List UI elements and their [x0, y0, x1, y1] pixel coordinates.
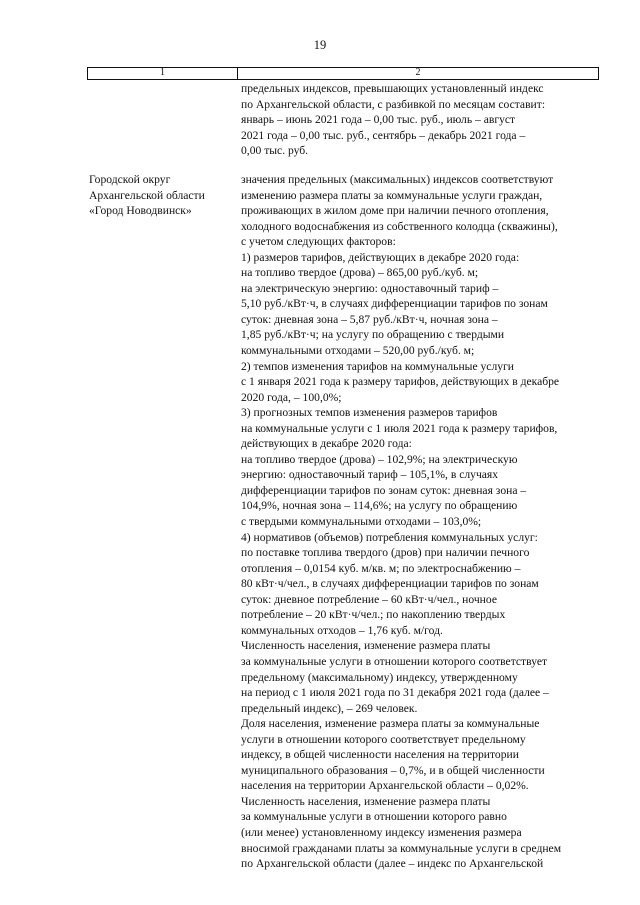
municipality-line: Архангельской области — [89, 188, 205, 202]
text-line: 2020 года, – 100,0%; — [241, 390, 342, 404]
text-line: значения предельных (максимальных) индексов соответствуют — [241, 173, 554, 186]
text-line: услуги в отношении которого соответствует предельному — [241, 732, 526, 746]
municipality-description — [241, 172, 561, 872]
text-line: потребление – 20 кВт·ч/чел.; по накоплению твердых — [241, 608, 506, 622]
text-line: 1,85 руб./кВт·ч; на услугу по обращению с твердыми — [241, 328, 505, 342]
text-line: Численность населения, изменение размера платы — [241, 794, 491, 808]
text-line: Численность населения, изменение размера платы — [241, 639, 491, 653]
text-line: за коммунальные услуги в отношении которого соответствует — [241, 654, 548, 668]
text-line: холодного водоснабжения из собственного колодца (скважины), — [241, 219, 558, 233]
text-line: 104,9%, ночная зона – 114,6%; на услугу по обращению — [241, 499, 518, 513]
page-number: 19 — [313, 38, 327, 52]
text-line: на период с 1 июля 2021 года по 31 декабря 2021 года (далее – — [241, 686, 549, 700]
text-line: действующих в декабре 2020 года: — [241, 437, 412, 451]
text-line: 3) прогнозных темпов изменения размеров тарифов — [241, 406, 498, 420]
text-line: 0,00 тыс. руб. — [241, 144, 309, 158]
column-1-header: 1 — [160, 67, 165, 78]
text-line: январь – июнь 2021 года – 0,00 тыс. руб., июль – август — [241, 113, 516, 127]
text-line: 2021 года – 0,00 тыс. руб., сентябрь – декабрь 2021 года – — [241, 128, 526, 142]
municipality-name — [89, 172, 205, 219]
text-line: предельный индекс), – 269 человек. — [241, 701, 418, 715]
text-line: Доля населения, изменение размера платы за коммунальные — [241, 717, 540, 731]
text-line: с твердыми коммунальными отходами – 103,0%; — [241, 515, 482, 529]
text-line: энергию: одноставочный тариф – 105,1%, в случаях — [241, 468, 499, 482]
text-line: вносимой гражданами платы за коммунальные услуги в среднем — [241, 841, 562, 855]
table-header-row — [87, 67, 599, 80]
text-line: коммунальными отходами – 520,00 руб./куб. м; — [241, 344, 475, 358]
continuation-text — [241, 81, 545, 159]
text-line: муниципального образования – 0,7%, и в общей численности — [241, 763, 545, 777]
text-line: 4) нормативов (объемов) потребления коммунальных услуг: — [241, 530, 538, 544]
text-line: предельному (максимальному) индексу, утвержденному — [241, 670, 518, 684]
text-line: суток: дневное потребление – 60 кВт·ч/чел., ночное — [241, 592, 497, 606]
text-line: на электрическую энергию: одноставочный тариф – — [241, 281, 499, 295]
text-line: по поставке топлива твердого (дров) при наличии печного — [241, 546, 530, 560]
text-line: индексу, в общей численности населения на территории — [241, 748, 519, 762]
text-line: коммунальных отходов – 1,76 куб. м/год. — [241, 623, 443, 637]
text-line: населения на территории Архангельской области – 0,02%. — [241, 779, 529, 793]
text-line: 80 кВт·ч/чел., в случаях дифференциации тарифов по зонам — [241, 577, 539, 591]
municipality-line: «Город Новодвинск» — [89, 204, 192, 218]
text-line: за коммунальные услуги в отношении которого равно — [241, 810, 507, 824]
text-line: изменению размера платы за коммунальные услуги граждан, — [241, 188, 543, 202]
municipality-line: Городской округ — [89, 173, 171, 186]
text-line: по Архангельской области (далее – индекс по Архангельской — [241, 857, 544, 871]
text-line: предельных индексов, превышающих установленный индекс — [241, 82, 544, 95]
text-line: отопления – 0,0154 куб. м/кв. м; по электроснабжению – — [241, 561, 521, 575]
column-2-header: 2 — [415, 67, 421, 78]
text-line: по Архангельской области, с разбивкой по месяцам составит: — [241, 97, 546, 111]
text-line: 2) темпов изменения тарифов на коммунальные услуги — [241, 359, 514, 373]
text-line: с 1 января 2021 года к размеру тарифов, действующих в декабре — [241, 375, 560, 389]
text-line: 1) размеров тарифов, действующих в декабре 2020 года: — [241, 250, 520, 264]
text-line: (или менее) установленному индексу изменения размера — [241, 825, 522, 839]
text-line: 5,10 руб./кВт·ч, в случаях дифференциации тарифов по зонам — [241, 297, 548, 311]
text-line: проживающих в жилом доме при наличии печного отопления, — [241, 204, 549, 218]
text-line: на топливо твердое (дрова) – 102,9%; на электрическую — [241, 452, 518, 466]
text-line: с учетом следующих факторов: — [241, 235, 396, 249]
text-line: на топливо твердое (дрова) – 865,00 руб./куб. м; — [241, 266, 479, 280]
text-line: на коммунальные услуги с 1 июля 2021 года к размеру тарифов, — [241, 421, 558, 435]
text-line: суток: дневная зона – 5,87 руб./кВт·ч, ночная зона – — [241, 312, 498, 326]
text-line: дифференциации тарифов по зонам суток: дневная зона – — [241, 483, 527, 497]
